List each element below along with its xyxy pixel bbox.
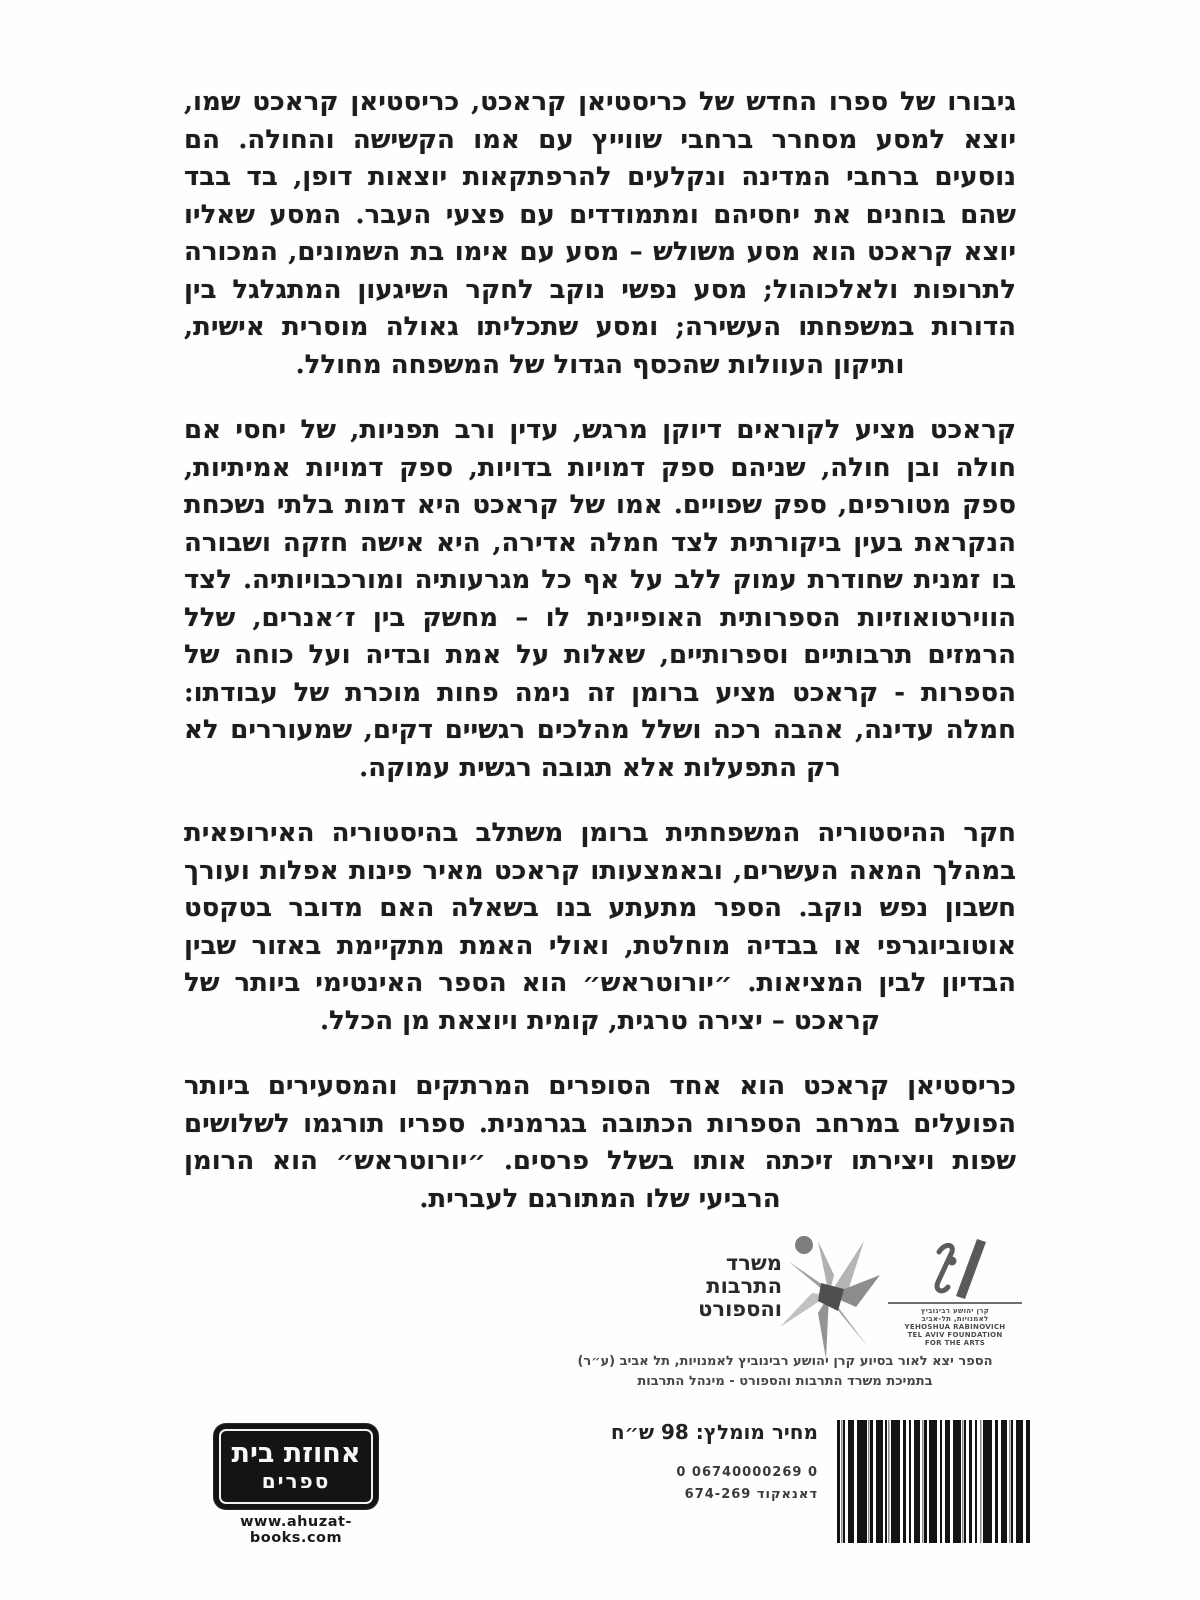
publisher-block [214,1424,378,1546]
foundation-name-hebrew-1: קרן יהושע רבינוביץ [920,1307,990,1315]
book-description-paragraph-1: גיבורו של ספרו החדש של כריסטיאן קראכט, כריסטיאן קראכט שמו, יוצא למסע מסחרר ברחבי שווייץ עם אמו הקשישה והחולה. הם נוסעים ברחבי המדינה ונקלעים להרפתקאות יוצאות דופן, בד בבד שהם בוחנים את יחסיהם ומתמודדים עם פצעי העבר. המסע שאליו יוצא קראכט הוא מסע משולש – מסע עם אימו בת השמונים, המכורה לתרופות ולאלכוהול; מסע נפשי נוקב לחקר השיגעון המתגלגל בין הדורות במשפחתו העשירה; ומסע שתכליתו גאולה מוסרית אישית, ותיקון העוולות שהכסף הגדול של המשפחה מחולל. [184,87,1016,380]
funding-credit-line2: בתמיכת משרד התרבות והספורט - מינהל התרבות [637,1374,933,1389]
foundation-name-english-1: YEHOSHUA RABINOVICH [904,1323,1006,1331]
publisher-subtitle: ספרים [261,1469,331,1493]
ministry-label-line3: והספורט [698,1297,782,1321]
book-description [184,84,1016,1246]
funding-credits [545,1352,1025,1392]
recommended-price: מחיר מומלץ: 98 ש״ח [610,1420,818,1444]
barcode-number: 0 06740000269 0 [676,1465,818,1480]
ministry-label-line2: התרבות [706,1274,782,1298]
foundation-name-hebrew-2: לאמנויות, תל-אביב [921,1315,989,1323]
funding-credit-line1: הספר יצא לאור בסיוע קרן יהושע רבינוביץ לאמנויות, תל אביב (ע״ר) [577,1354,993,1369]
publisher-website: www.ahuzat-books.com [240,1514,352,1546]
pricing-block [548,1420,818,1506]
foundation-name-english-3: FOR THE ARTS [924,1339,986,1347]
ministry-label-line1: משרד [725,1251,782,1275]
publisher-logo [214,1424,378,1509]
danacode: דאנאקוד 674-269 [684,1487,818,1502]
book-description-paragraph-2: קראכט מציע לקוראים דיוקן מרגש, עדין ורב תפניות, של יחסי אם חולה ובן חולה, שניהם ספק דמויות בדויות, ספק דמויות אמיתיות, ספק מטורפים, ספק שפויים. אמו של קראכט היא דמות בלתי נשכחת הנקראת בעין ביקורתית לצד חמלה אדירה, היא אישה חזקה ושבורה בו זמנית שחודרת עמוק ללב על אף כל מגרעותיה ומורכבויותיה. לצד הווירטואוזיות הספרותית האופיינית לו – מחשק בין ז׳אנרים, שלל הרמזים תרבותיים וספרותיים, שאלות על אמת ובדיה ועל כוחה של הספרות - קראכט מציע ברומן זה נימה פחות מוכרת של עבודתו: חמלה עדינה, אהבה רכה ושלל מהלכים רגשיים דקים, שמעוררים לא רק התפעלות אלא תגובה רגשית עמוקה. [184,415,1016,783]
book-description-paragraph-4: כריסטיאן קראכט הוא אחד הסופרים המרתקים והמסעירים ביותר הפועלים במרחב הספרות הכתובה בגרמנית. ספריו תורגמו לשלושים שפות ויצירתו זיכתה אותו בשלל פרסים. ״יורוטראש״ הוא הרומן הרביעי שלו המתורגם לעברית. [184,1071,1016,1214]
foundation-name-english-2: TEL AVIV FOUNDATION [907,1331,1003,1339]
foundation-logo-icon [905,1238,1005,1300]
barcode-icon [835,1418,1033,1545]
ministry-of-culture-label [672,1252,782,1321]
ministry-star-icon [776,1233,882,1361]
publisher-name: אחוזת בית [231,1438,361,1469]
foundation-logo [882,1238,1028,1363]
publisher-logo-inner [219,1429,373,1504]
foundation-logo-divider [888,1302,1022,1304]
book-description-paragraph-3: חקר ההיסטוריה המשפחתית ברומן משתלב בהיסטוריה האירופאית במהלך המאה העשרים, ובאמצעותו קראכט מאיר פינות אפלות ועורך חשבון נפש נוקב. הספר מתעתע בנו בשאלה האם מדובר בטקסט אוטוביוגרפי או בבדיה מוחלטת, ואולי האמת מתקיימת באזור שבין הבדיון לבין המציאות. ״יורוטראש״ הוא הספר האינטימי ביותר של קראכט – יצירה טרגית, קומית ויוצאת מן הכלל. [184,818,1016,1036]
